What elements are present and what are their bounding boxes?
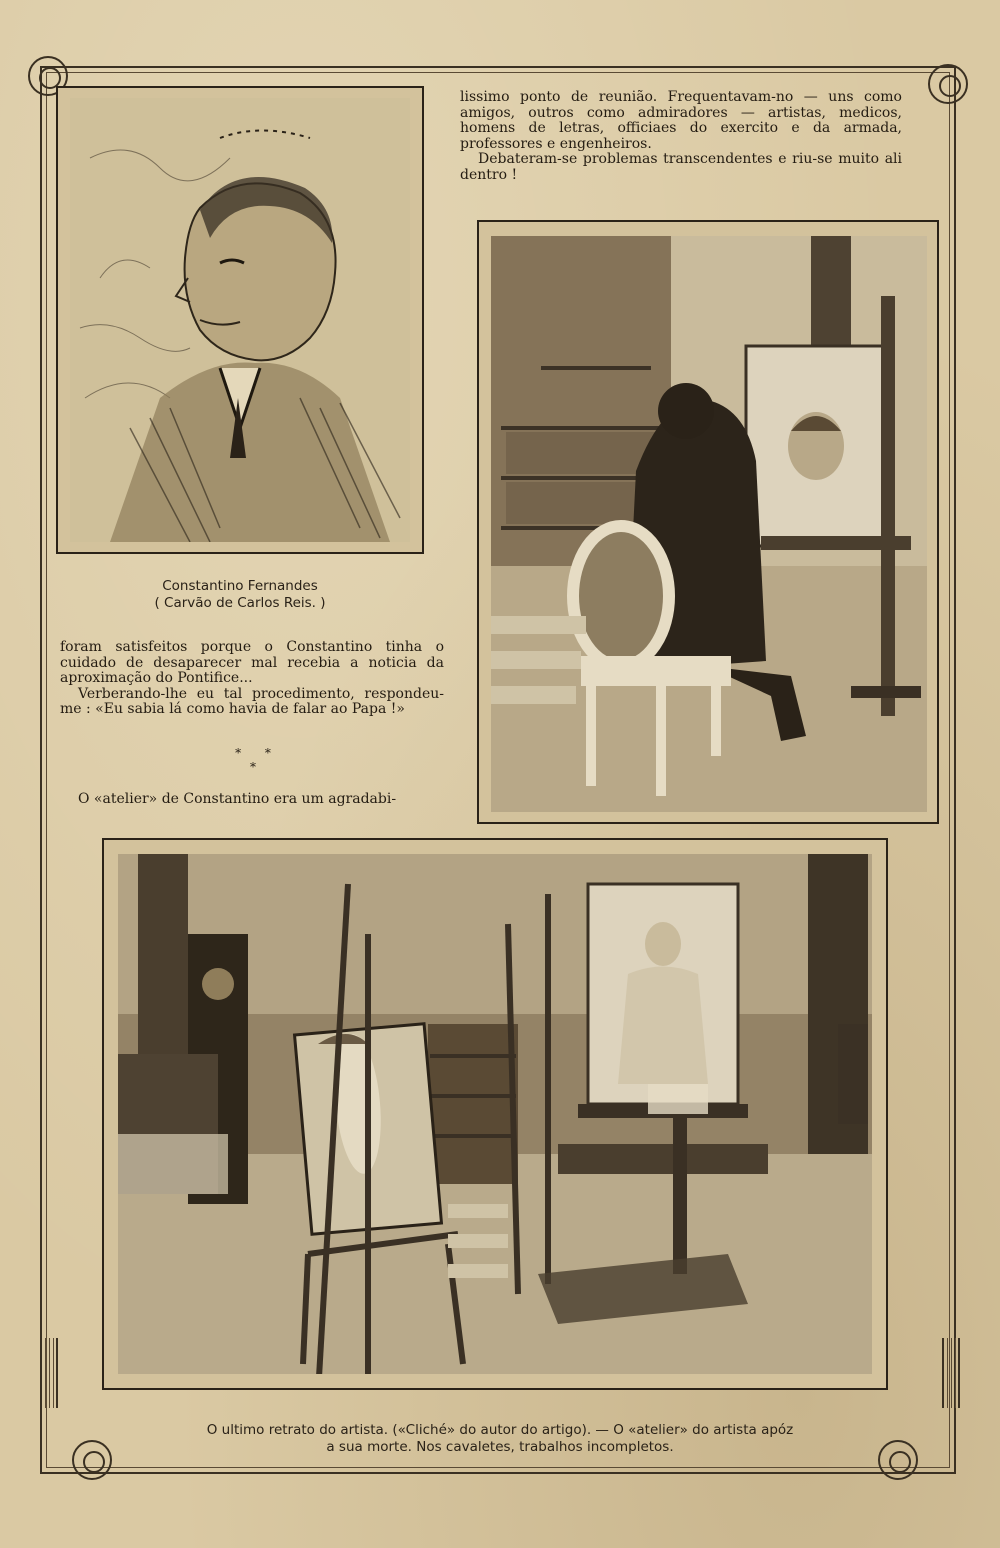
artist-at-easel-photo	[477, 220, 939, 824]
left-text-column	[60, 640, 444, 718]
artist-painting-scene	[491, 236, 927, 812]
atelier-caption-line-2: a sua morte. Nos cavaletes, trabalhos incompletos.	[326, 1439, 674, 1455]
atelier-caption-line-1: O ultimo retrato do artista. («Cliché» do autor do artigo). — O «atelier» do artista apóz	[206, 1422, 794, 1438]
portrait-photo	[56, 86, 424, 554]
portrait-caption	[60, 578, 420, 612]
charcoal-portrait-sketch	[70, 98, 410, 542]
corner-scroll-bottom-left	[72, 1440, 112, 1480]
column-ornament-right	[942, 1338, 960, 1408]
atelier-interior-scene	[118, 854, 872, 1374]
left-paragraph-3: O «atelier» de Constantino era um agradabi-	[78, 791, 397, 807]
corner-scroll-top-right	[928, 64, 968, 104]
atelier-caption	[120, 1422, 880, 1456]
column-ornament-left	[40, 1338, 58, 1408]
portrait-caption-name: Constantino Fernandes	[162, 578, 318, 594]
corner-scroll-bottom-right	[878, 1440, 918, 1480]
atelier-photo	[102, 838, 888, 1390]
right-paragraph-1: lissimo ponto de reunião. Frequentavam-no — uns como amigos, outros como admiradores — artistas, medicos, homens de letras, officiaes do exercito e da armada, professores e engenheiros.	[460, 89, 902, 152]
left-paragraph-1: foram satisfeitos porque o Constantino tinha o cuidado de desaparecer mal recebia a noticia da aproximação do Pontifice...	[60, 639, 444, 686]
right-text-column	[460, 90, 902, 183]
section-separator: * * *	[235, 746, 281, 774]
right-paragraph-2: Debateram-se problemas transcendentes e riu-se muito ali dentro !	[460, 151, 902, 183]
left-paragraph-2: Verberando-lhe eu tal procedimento, respondeu-me : «Eu sabia lá como havia de falar ao Papa !»	[60, 685, 444, 717]
portrait-caption-credit: ( Carvão de Carlos Reis. )	[154, 595, 326, 611]
